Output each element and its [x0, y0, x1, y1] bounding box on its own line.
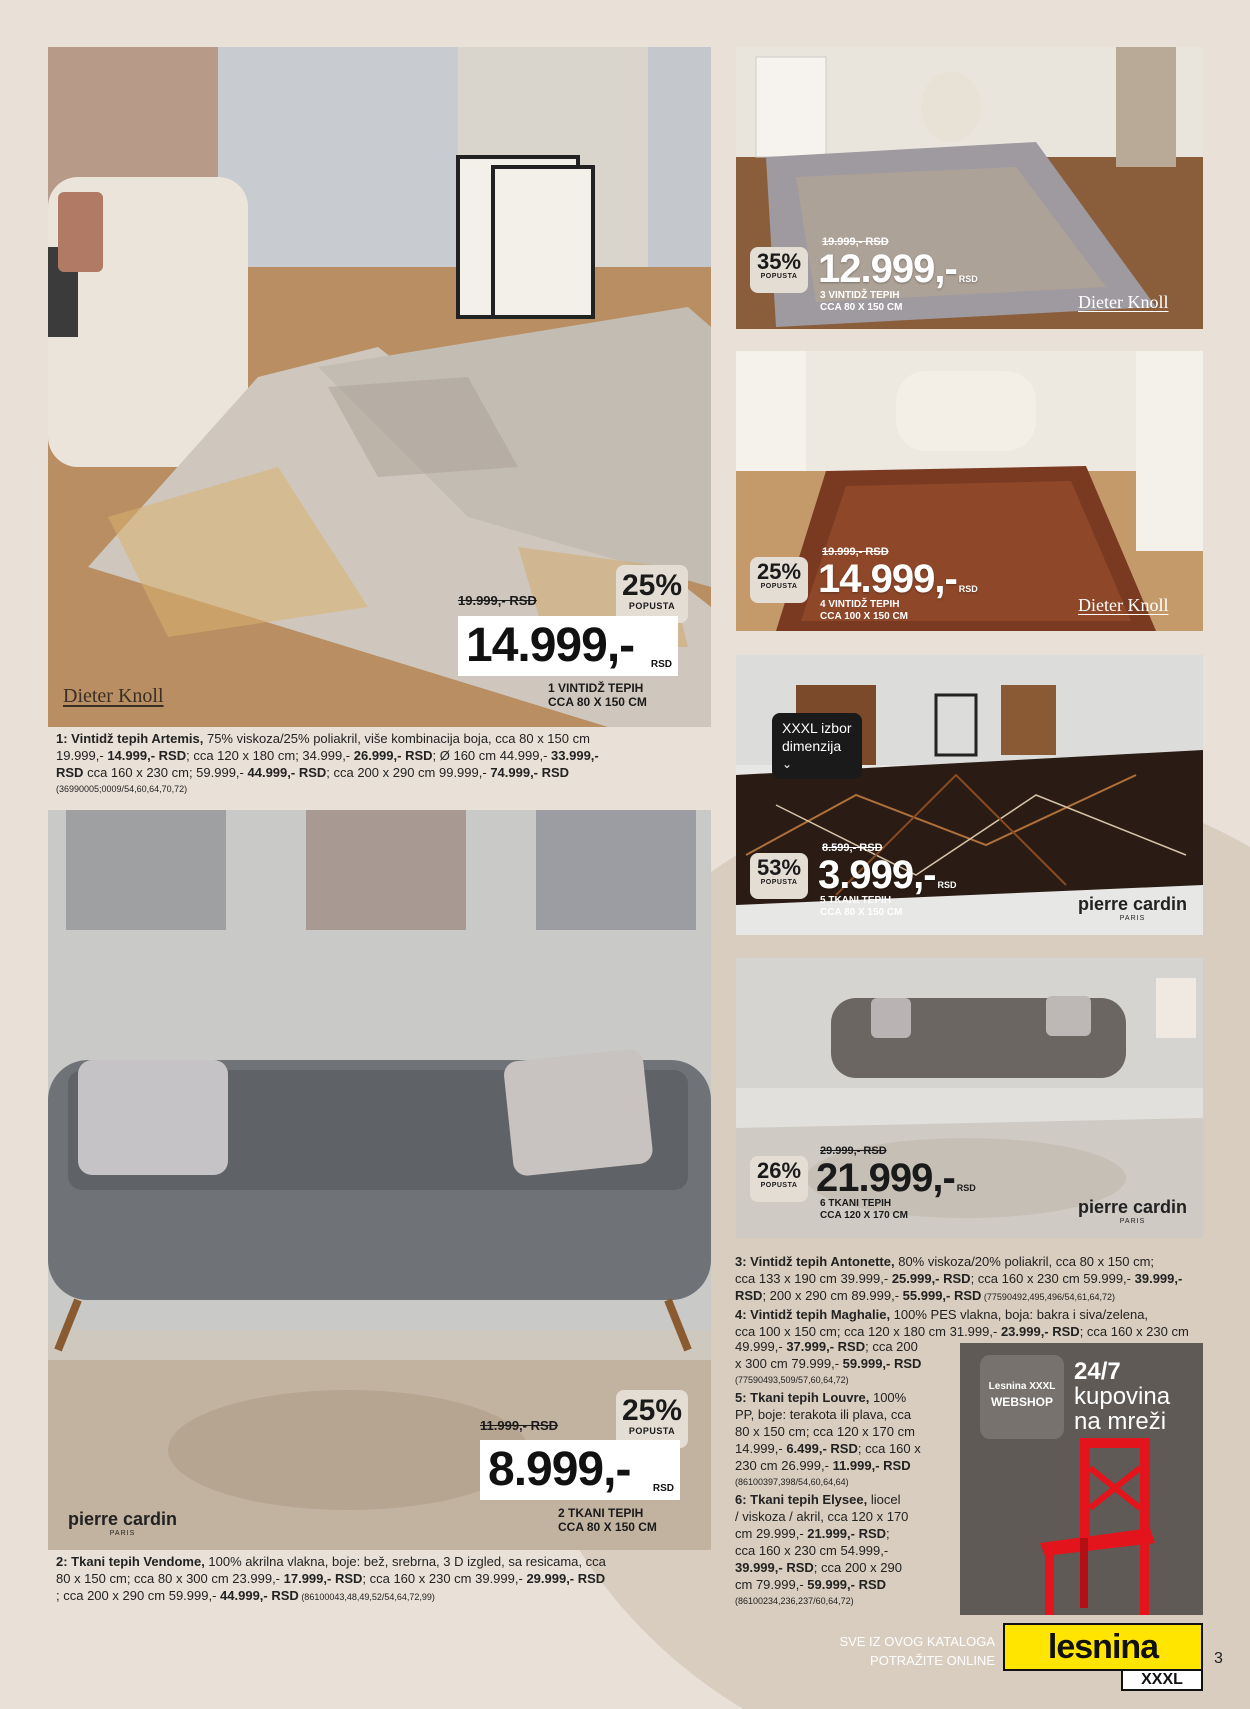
d4-code: (77590493,509/57,60,64,72)	[735, 1375, 849, 1385]
product-2-name-line2: CCA 80 X 150 CM	[558, 1519, 657, 1534]
d2-title: 2: Tkani tepih Vendome,	[56, 1554, 205, 1569]
product-5-callout-line2: dimenzija	[782, 738, 842, 754]
d5-code: (86100397,398/54,60,64,64)	[735, 1477, 849, 1487]
product-1-currency: RSD	[650, 659, 672, 670]
product-2-description	[56, 1553, 716, 1606]
product-6-old-price: 29.999,- RSD	[820, 1145, 887, 1157]
xxxl-logo-text: XXXL	[1141, 1671, 1183, 1688]
product-6-discount-badge	[750, 1156, 808, 1202]
lesnina-logo-main	[1003, 1623, 1203, 1671]
d4-l3c: ; cca 200	[865, 1339, 918, 1354]
product-1-price	[458, 616, 678, 676]
d6-l2: / viskoza / akril, cca 120 x 170	[735, 1509, 909, 1524]
d3-code: (77590492,495,496/54,61,64,72)	[981, 1292, 1116, 1302]
d6-l6b: 59.999,- RSD	[807, 1577, 887, 1592]
d6-l1: liocel	[867, 1492, 901, 1507]
d6-l4: cca 160 x 230 cm 54.999,-	[735, 1543, 889, 1558]
product-3-name	[820, 290, 902, 313]
webshop-headline-2: kupovina	[1074, 1383, 1171, 1410]
webshop-headline-1: 24/7	[1074, 1358, 1121, 1385]
d2-l2d: 29.999,- RSD	[526, 1571, 606, 1586]
product-4-discount: 25%	[756, 559, 802, 584]
product-4-discount-label: POPUSTA	[760, 583, 798, 590]
product-2-panel	[48, 810, 711, 1550]
chevron-down-icon: ⌄	[782, 757, 793, 771]
product-3-discount-label: POPUSTA	[760, 273, 798, 280]
product-4-panel	[736, 351, 1203, 631]
d5-l1: 100%	[869, 1390, 907, 1405]
product-5-name-line2: CCA 80 X 150 CM	[820, 906, 903, 918]
product-1-old-price: 19.999,- RSD	[458, 593, 537, 608]
product-3-old-price: 19.999,- RSD	[822, 236, 889, 248]
product-4-discount-badge	[750, 557, 808, 603]
product-5-name	[820, 895, 902, 918]
d2-l3b: 44.999,- RSD	[220, 1588, 299, 1603]
d1-l2c: ; cca 120 x 180 cm; 34.999,-	[186, 748, 354, 763]
d3-l3a: RSD	[735, 1288, 763, 1303]
product-3-currency: RSD	[958, 274, 978, 284]
d2-l2b: 17.999,- RSD	[283, 1571, 363, 1586]
product-6-brand-sub: PARIS	[1119, 1218, 1146, 1225]
webshop-headline-3: na mreži	[1074, 1408, 1167, 1435]
webshop-headline	[1074, 1359, 1170, 1434]
d1-title: 1: Vintidž tepih Artemis,	[56, 731, 204, 746]
product-6-brand	[1078, 1198, 1187, 1225]
product-5-brand-sub: PARIS	[1119, 915, 1146, 922]
product-6-brand-name: pierre cardin	[1078, 1197, 1188, 1217]
product-6-name	[820, 1198, 908, 1221]
product-5-callout-line1: XXXL izbor	[782, 720, 852, 736]
product-3-price	[818, 249, 978, 289]
product-2-brand	[68, 1510, 177, 1537]
product-3-name-line2: CCA 80 X 150 CM	[820, 301, 903, 313]
d3-l2b: 25.999,- RSD	[891, 1271, 971, 1286]
product-4-name	[820, 599, 908, 622]
product-5-brand	[1078, 895, 1187, 922]
d4-l1: 100% PES vlakna, boja: bakra i siva/zelena,	[890, 1307, 1149, 1322]
product-4-brand: Dieter Knoll	[1078, 595, 1169, 615]
d4-l2a: cca 100 x 150 cm; cca 120 x 180 cm 31.999,-	[735, 1324, 1001, 1339]
d1-code: (36990005;0009/54,60,64,70,72)	[56, 784, 188, 794]
d4-l3b: 37.999,- RSD	[786, 1339, 866, 1354]
product-3-brand: Dieter Knoll	[1078, 292, 1169, 312]
d6-l5a: 39.999,- RSD	[735, 1560, 814, 1575]
product-5-discount: 53%	[756, 855, 802, 880]
d5-l4a: 14.999,-	[735, 1441, 787, 1456]
product-2-photo	[48, 810, 711, 1550]
product-1-discount-label: POPUSTA	[628, 601, 676, 611]
product-1-name-line1: 1 VINTIDŽ TEPIH	[548, 681, 644, 695]
d6-l6a: cm 79.999,-	[735, 1577, 808, 1592]
product-1-brand: Dieter Knoll	[63, 685, 164, 707]
product-5-brand-name: pierre cardin	[1078, 894, 1188, 914]
d5-l5a: 230 cm 26.999,-	[735, 1458, 833, 1473]
webshop-badge	[980, 1355, 1064, 1439]
d1-l3c: 44.999,- RSD	[247, 765, 327, 780]
product-2-discount-label: POPUSTA	[628, 1426, 676, 1436]
lesnina-logo[interactable]	[1003, 1623, 1203, 1693]
webshop-badge-line1: Lesnina XXXL	[988, 1381, 1056, 1392]
d4-l2c: ; cca 160 x 230 cm	[1079, 1324, 1189, 1339]
product-5-name-line1: 5 TKANI TEPIH	[820, 895, 892, 906]
d1-l3d: ; cca 200 x 290 cm 99.999,-	[326, 765, 491, 780]
product-5-discount-badge	[750, 853, 808, 899]
product-3-name-line1: 3 VINTIDŽ TEPIH	[820, 290, 900, 301]
product-4-old-price: 19.999,- RSD	[822, 546, 889, 558]
d6-l3b: 21.999,- RSD	[807, 1526, 887, 1541]
product-6-currency: RSD	[956, 1183, 976, 1193]
webshop-promo[interactable]	[960, 1343, 1203, 1615]
d6-l5b: ; cca 200 x 290	[813, 1560, 902, 1575]
footer-line2: POTRAŽITE ONLINE	[870, 1653, 995, 1668]
product-6-discount-label: POPUSTA	[760, 1182, 798, 1189]
product-4-name-line2: CCA 100 X 150 CM	[820, 610, 908, 622]
product-3-price-value: 12.999,-	[818, 247, 957, 291]
d1-l2b: 14.999,- RSD	[107, 748, 187, 763]
d5-l4b: 6.499,- RSD	[786, 1441, 858, 1456]
product-1-discount-badge	[616, 565, 688, 623]
d2-l2c: ; cca 160 x 230 cm 39.999,-	[362, 1571, 527, 1586]
product-2-price	[480, 1440, 680, 1500]
d4-title: 4: Vintidž tepih Maghalie,	[735, 1307, 891, 1322]
product-5-panel	[736, 655, 1203, 935]
product-1-price-value: 14.999,-	[466, 619, 635, 672]
xxxl-logo	[1121, 1669, 1203, 1691]
product-2-discount: 25%	[621, 1394, 683, 1427]
product-4-5-6-description	[735, 1338, 955, 1610]
product-5-currency: RSD	[937, 880, 957, 890]
d5-l2: PP, boje: terakota ili plava, cca	[735, 1407, 912, 1422]
product-5-price	[818, 855, 957, 895]
product-6-name-line2: CCA 120 X 170 CM	[820, 1209, 908, 1221]
d3-l1: 80% viskoza/20% poliakril, cca 80 x 150 cm;	[894, 1254, 1155, 1269]
d3-l3b: ; 200 x 290 cm 89.999,-	[762, 1288, 903, 1303]
d2-l2a: 80 x 150 cm; cca 80 x 300 cm 23.999,-	[56, 1571, 284, 1586]
d1-l3a: RSD	[56, 765, 84, 780]
d1-l2a: 19.999,-	[56, 748, 108, 763]
d3-l2c: ; cca 160 x 230 cm 59.999,-	[970, 1271, 1135, 1286]
d2-code: (86100043,48,49,52/54,64,72,99)	[298, 1592, 435, 1602]
d3-l2a: cca 133 x 190 cm 39.999,-	[735, 1271, 892, 1286]
product-6-panel	[736, 958, 1203, 1238]
d6-l3a: cm 29.999,-	[735, 1526, 808, 1541]
d2-l3a: ; cca 200 x 290 cm 59.999,-	[56, 1588, 221, 1603]
d6-code: (86100234,236,237/60,64,72)	[735, 1596, 854, 1606]
product-1-name-line2: CCA 80 X 150 CM	[548, 694, 647, 709]
footer-line1: SVE IZ OVOG KATALOGA	[839, 1634, 995, 1649]
product-2-name	[558, 1507, 657, 1535]
d1-l1: 75% viskoza/25% poliakril, više kombinacija boja, cca 80 x 150 cm	[203, 731, 590, 746]
product-2-currency: RSD	[652, 1483, 674, 1494]
page-number: 3	[1214, 1650, 1223, 1667]
product-1-panel	[48, 47, 711, 727]
d5-title: 5: Tkani tepih Louvre,	[735, 1390, 870, 1405]
product-5-price-value: 3.999,-	[818, 853, 936, 897]
webshop-badge-line2: WEBSHOP	[990, 1395, 1053, 1409]
red-chair-illustration	[1040, 1438, 1170, 1615]
d1-l2d: 26.999,- RSD	[353, 748, 433, 763]
product-1-description	[56, 730, 716, 798]
product-4-currency: RSD	[958, 584, 978, 594]
product-5-discount-label: POPUSTA	[760, 879, 798, 886]
product-2-price-value: 8.999,-	[488, 1443, 631, 1496]
d2-l1: 100% akrilna vlakna, boje: bež, srebrna, 3 D izgled, sa resicama, cca	[204, 1554, 606, 1569]
product-6-discount: 26%	[756, 1158, 802, 1183]
d6-l3c: ;	[886, 1526, 890, 1541]
product-4-name-line1: 4 VINTIDŽ TEPIH	[820, 599, 900, 610]
product-5-old-price: 8.599,- RSD	[822, 842, 883, 854]
d6-title: 6: Tkani tepih Elysee,	[735, 1492, 868, 1507]
d3-l2d: 39.999,-	[1134, 1271, 1183, 1286]
product-2-brand-sub: PARIS	[109, 1530, 136, 1537]
product-1-name	[548, 682, 647, 710]
product-1-discount: 25%	[621, 569, 683, 602]
d4-l3a: 49.999,-	[735, 1339, 787, 1354]
lesnina-logo-text: lesnina	[1047, 1628, 1159, 1666]
product-2-name-line1: 2 TKANI TEPIH	[558, 1506, 644, 1520]
product-6-price	[816, 1158, 976, 1198]
product-3-4-description	[735, 1253, 1205, 1340]
product-4-price-value: 14.999,-	[818, 557, 957, 601]
d5-l4c: ; cca 160 x	[857, 1441, 921, 1456]
product-6-name-line1: 6 TKANI TEPIH	[820, 1198, 892, 1209]
d1-l2f: 33.999,-	[551, 748, 599, 763]
product-2-brand-name: pierre cardin	[68, 1509, 178, 1529]
d1-l2e: ; Ø 160 cm 44.999,-	[432, 748, 552, 763]
d4-l4a: x 300 cm 79.999,-	[735, 1356, 843, 1371]
d5-l5b: 11.999,- RSD	[832, 1458, 911, 1473]
product-3-panel	[736, 47, 1203, 329]
d4-l2b: 23.999,- RSD	[1000, 1324, 1080, 1339]
product-3-discount: 35%	[756, 249, 802, 274]
footer-text	[839, 1632, 995, 1670]
d3-title: 3: Vintidž tepih Antonette,	[735, 1254, 895, 1269]
d5-l3: 80 x 150 cm; cca 120 x 170 cm	[735, 1424, 915, 1439]
product-6-price-value: 21.999,-	[816, 1156, 955, 1200]
d1-l3b: cca 160 x 230 cm; 59.999,-	[83, 765, 248, 780]
d1-l3e: 74.999,- RSD	[490, 765, 570, 780]
product-2-old-price: 11.999,- RSD	[480, 1418, 559, 1433]
d4-l4b: 59.999,- RSD	[842, 1356, 922, 1371]
d3-l3c: 55.999,- RSD	[902, 1288, 982, 1303]
product-5-callout	[772, 713, 862, 779]
product-3-discount-badge	[750, 247, 808, 293]
product-4-price	[818, 559, 978, 599]
